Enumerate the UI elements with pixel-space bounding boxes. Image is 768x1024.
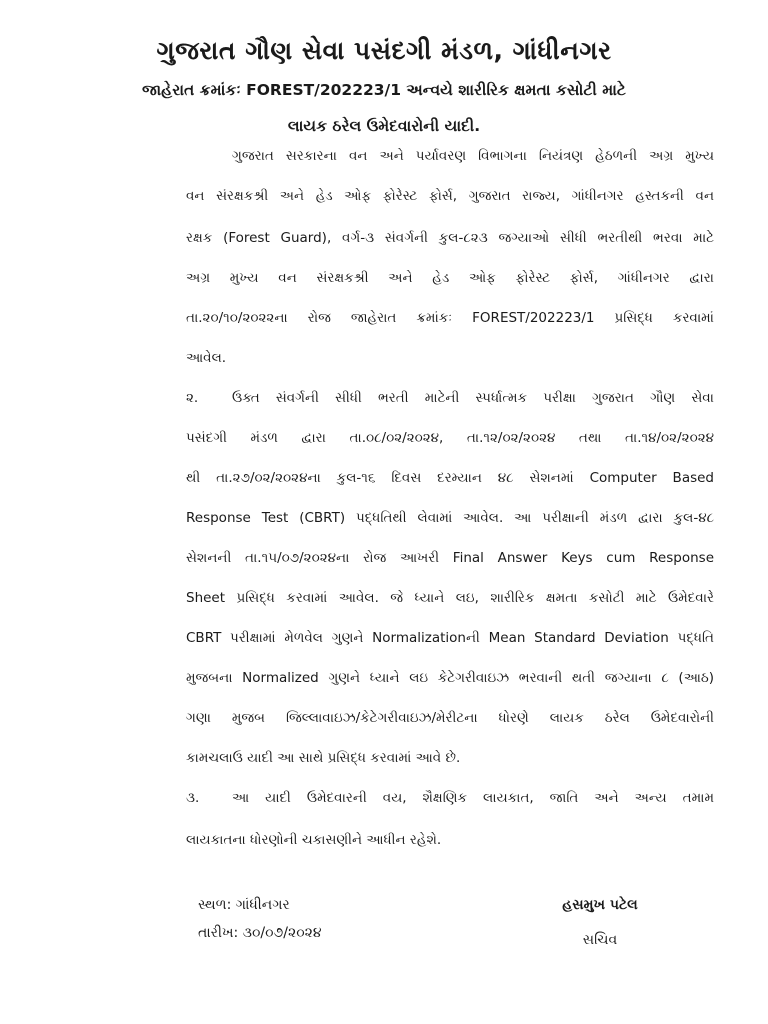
- date-label: તારીખ: ૩૦/૦૭/૨૦૨૪: [198, 925, 322, 941]
- paragraph-2-line: કામચલાઉ યાદી આ સાથે પ્રસિદ્ધ કરવામાં આવે છે.: [186, 750, 461, 766]
- page-title: ગુજરાત ગૌણ સેવા પસંદગી મંડળ, ગાંધીનગર: [156, 36, 612, 65]
- paragraph-2-line: ઉક્ત સંવર્ગની સીધી ભરતી માટેની સ્પર્ધાત્મક પરીક્ષા ગુજરાત ગૌણ સેવા: [232, 390, 714, 406]
- paragraph-2-line: CBRT પરીક્ષામાં મેળવેલ ગુણને Normalizationની Mean Standard Deviation પદ્ધતિ: [186, 630, 714, 646]
- paragraph-1-line: રક્ષક (Forest Guard), વર્ગ-૩ સંવર્ગની કુલ-૮૨૩ જગ્યાઓ સીધી ભરતીથી ભરવા માટે: [186, 230, 714, 246]
- subtitle-line-2: લાયક ઠરેલ ઉમેદવારોની યાદી.: [287, 117, 481, 135]
- paragraph-3-line: લાયકાતના ધોરણોની ચકાસણીને આધીન રહેશે.: [186, 832, 442, 848]
- paragraph-2-line: થી તા.૨૭/૦૨/૨૦૨૪ના કુલ-૧૬ દિવસ દરમ્યાન ૪૮ સેશનમાં Computer Based: [186, 470, 714, 486]
- paragraph-2-line: ગણા મુજબ જિલ્લાવાઇઝ/કેટેગરીવાઇઝ/મેરીટના ધોરણે લાયક ઠરેલ ઉમેદવારોની: [186, 710, 714, 726]
- signatory-name: હસમુખ પટેલ: [562, 897, 638, 913]
- subtitle-line-1: જાહેરાત ક્રમાંકઃ FOREST/202223/1 અન્વયે શારીરિક ક્ષમતા કસોટી માટે: [142, 81, 626, 99]
- paragraph-2-line: Sheet પ્રસિદ્ધ કરવામાં આવેલ. જે ધ્યાને લઇ, શારીરિક ક્ષમતા કસોટી માટે ઉમેદવારે: [186, 590, 714, 606]
- signatory-designation: સચિવ: [582, 932, 618, 948]
- paragraph-2-number: ૨.: [186, 390, 199, 406]
- paragraph-3-line: આ યાદી ઉમેદવારની વય, શૈક્ષણિક લાયકાત, જાતિ અને અન્ય તમામ: [232, 790, 714, 806]
- paragraph-1-line: તા.૨૦/૧૦/૨૦૨૨ના રોજ જાહેરાત ક્રમાંકઃ FOREST/202223/1 પ્રસિદ્ધ કરવામાં: [186, 310, 714, 326]
- place-label: સ્થળ: ગાંધીનગર: [198, 897, 290, 913]
- paragraph-2-line: Response Test (CBRT) પદ્ધતિથી લેવામાં આવેલ. આ પરીક્ષાની મંડળ દ્વારા કુલ-૪૮: [186, 510, 714, 526]
- paragraph-3-number: ૩.: [186, 790, 200, 806]
- paragraph-1-line: અગ્ર મુખ્ય વન સંરક્ષકશ્રી અને હેડ ઓફ ફોરેસ્ટ ફોર્સ, ગાંધીનગર દ્વારા: [186, 270, 714, 286]
- paragraph-1-line: આવેલ.: [186, 350, 227, 366]
- paragraph-2-line: મુજબના Normalized ગુણને ધ્યાને લઇ કેટેગરીવાઇઝ ભરવાની થતી જગ્યાના ૮ (આઠ): [186, 670, 714, 686]
- paragraph-2-line: પસંદગી મંડળ દ્વારા તા.૦૮/૦૨/૨૦૨૪, તા.૧૨/૦૨/૨૦૨૪ તથા તા.૧૪/૦૨/૨૦૨૪: [186, 430, 714, 446]
- paragraph-1-line: ગુજરાત સરકારના વન અને પર્યાવરણ વિભાગના નિયંત્રણ હેઠળની અગ્ર મુખ્ય: [232, 148, 714, 164]
- paragraph-2-line: સેશનની તા.૧૫/૦૭/૨૦૨૪ના રોજ આખરી Final Answer Keys cum Response: [186, 550, 714, 566]
- paragraph-1-line: વન સંરક્ષકશ્રી અને હેડ ઓફ ફોરેસ્ટ ફોર્સ, ગુજરાત રાજ્ય, ગાંધીનગર હસ્તકની વન: [186, 188, 714, 204]
